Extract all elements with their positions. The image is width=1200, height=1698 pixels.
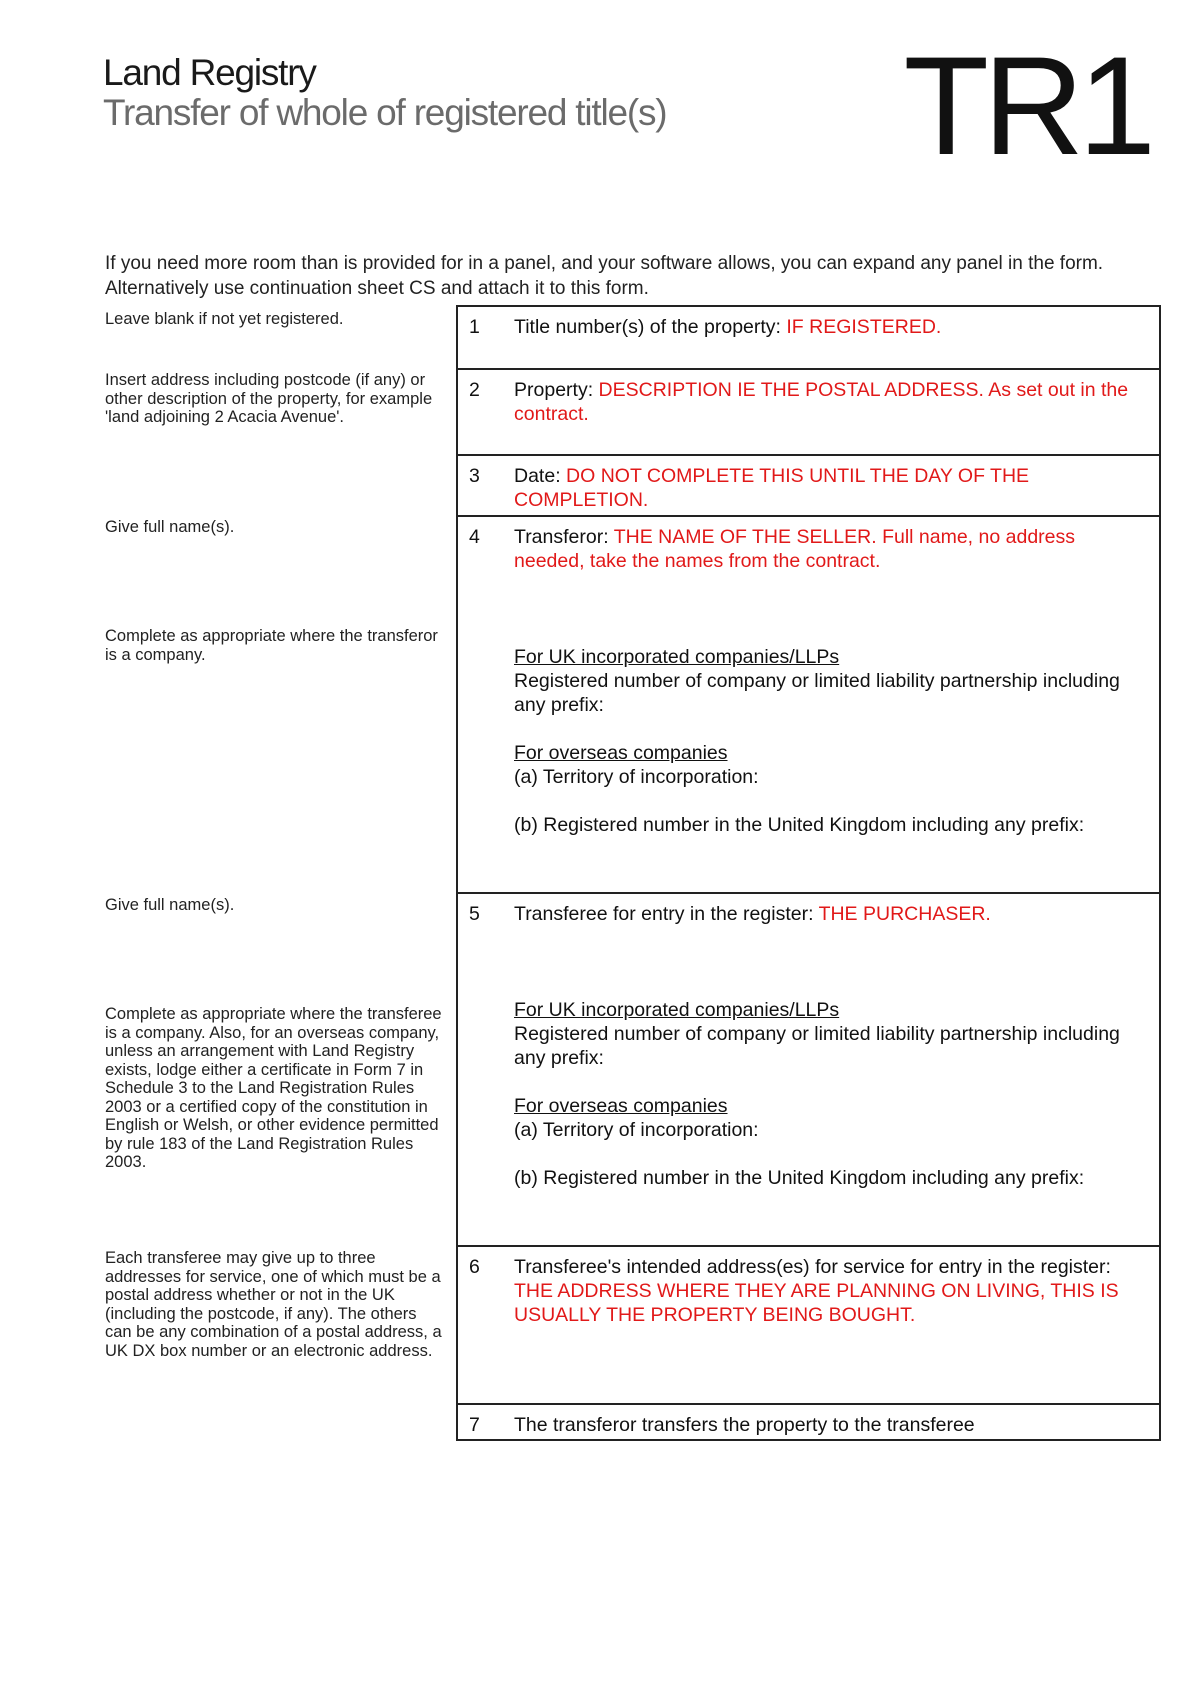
side-note-panel-4: Give full name(s). (105, 518, 235, 536)
panel-label: Property: (514, 379, 599, 401)
panel-guidance: DO NOT COMPLETE THIS UNTIL THE DAY OF THE COMPLETION. (514, 465, 1030, 511)
panel-number: 1 (469, 316, 480, 338)
panel-label: The transferor transfers the property to the transferee (514, 1414, 975, 1436)
uk-registered-number-field[interactable]: Registered number of company or limited liability partnership including any prefix: (514, 1023, 1120, 1069)
panel-7-transfer-statement[interactable] (458, 1403, 1159, 1439)
panel-label: Title number(s) of the property: (514, 316, 787, 338)
form-title: Transfer of whole of registered title(s) (103, 92, 667, 133)
overseas-company-heading: For overseas companies (514, 1095, 728, 1117)
panel-number: 7 (469, 1414, 480, 1436)
side-note-panel-1: Leave blank if not yet registered. (105, 310, 344, 328)
panel-2-property[interactable] (458, 368, 1159, 454)
panel-guidance: THE ADDRESS WHERE THEY ARE PLANNING ON LIVING, THIS IS USUALLY THE PROPERTY BEING BOUGHT. (514, 1280, 1119, 1326)
panel-4-transferor[interactable] (458, 515, 1159, 892)
panel-number: 5 (469, 903, 480, 925)
overseas-company-heading: For overseas companies (514, 742, 728, 764)
panel-guidance: THE PURCHASER. (818, 903, 991, 925)
uk-registered-number-field[interactable]: Registered number of company or limited liability partnership including any prefix: (514, 670, 1120, 716)
panel-5-transferee[interactable] (458, 892, 1159, 1245)
panel-label: Transferee for entry in the register: (514, 903, 819, 925)
panel-number: 2 (469, 379, 480, 401)
side-note-panel-2: Insert address including postcode (if any) or other description of the property, for example 'land adjoining 2 Acacia Avenue'. (105, 371, 433, 426)
panel-label: Transferee's intended address(es) for service for entry in the register: (514, 1256, 1111, 1278)
uk-number-field[interactable]: (b) Registered number in the United Kingdom including any prefix: (514, 814, 1085, 836)
side-note-panel-6: Each transferee may give up to three addresses for service, one of which must be a postal address whether or not in the UK (including the postcode, if any). The others can be any combination of a postal address, a UK DX box number or an electronic address. (105, 1249, 442, 1360)
side-note-panel-5: Give full name(s). (105, 896, 235, 914)
panel-guidance: IF REGISTERED. (786, 316, 942, 338)
territory-of-incorporation-field[interactable]: (a) Territory of incorporation: (514, 1119, 759, 1141)
intro-text: If you need more room than is provided for in a panel, and your software allows, you can expand any panel in the form. Alternatively use continuation sheet CS and attach it to this form. (105, 253, 1104, 299)
side-note-panel-5-company: Complete as appropriate where the transferee is a company. Also, for an overseas company, unless an arrangement with Land Registry exists, lodge either a certificate in Form 7 in Schedule 3 to the Land Registration Rules 2003 or a certified copy of the constitution in English or Welsh, or other evidence permitted by rule 183 of the Land Registration Rules 2003. (105, 1005, 442, 1171)
panel-label: Transferor: (514, 526, 614, 548)
form-panels (456, 305, 1161, 1441)
uk-company-heading: For UK incorporated companies/LLPs (514, 646, 840, 668)
panel-6-address-for-service[interactable] (458, 1245, 1159, 1403)
uk-company-heading: For UK incorporated companies/LLPs (514, 999, 840, 1021)
uk-number-field[interactable]: (b) Registered number in the United Kingdom including any prefix: (514, 1167, 1085, 1189)
territory-of-incorporation-field[interactable]: (a) Territory of incorporation: (514, 766, 759, 788)
panel-guidance: THE NAME OF THE SELLER. Full name, no address needed, take the names from the contract. (514, 526, 1075, 572)
panel-number: 3 (469, 465, 480, 487)
form-code: TR1 (903, 27, 1150, 184)
side-note-panel-4-company: Complete as appropriate where the transferor is a company. (105, 627, 438, 664)
panel-number: 4 (469, 526, 480, 548)
panel-number: 6 (469, 1256, 480, 1278)
organisation-name: Land Registry (103, 52, 316, 93)
panel-guidance: DESCRIPTION IE THE POSTAL ADDRESS. As set out in the contract. (514, 379, 1129, 425)
panel-1-title-number[interactable] (458, 307, 1159, 368)
panel-3-date[interactable] (458, 454, 1159, 515)
panel-label: Date: (514, 465, 567, 487)
